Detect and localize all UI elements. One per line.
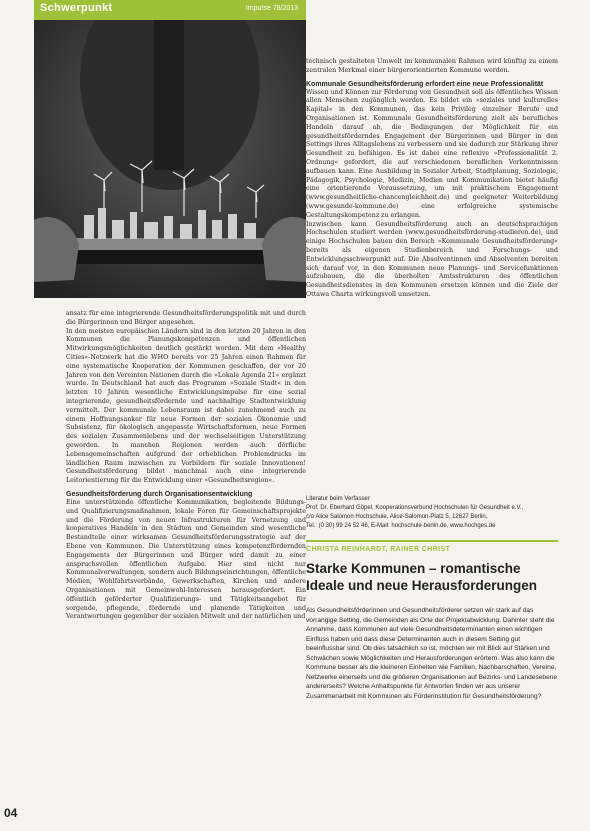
article-title: Starke Kommunen – romantische Ideale und neue Herausforderungen: [306, 561, 538, 593]
left-paragraph-3: Eine unterstützende öffentliche Kommunikation, begleitende Bildungs- und Qualifizierungsmaßnahmen, lokale Foren für Gemeinschaftsprojekte und die Förderung von neuen Infrastrukturen für Vernetzung und kooperatives Handeln in den Städten und Gemeinden sind wesentliche Bestandteile einer wirksamen Gesundheitsförderungsstrategie auf der Ebene von Kommunen. Die Unterstützung eines kompetenzfördernden Engagements der Bürgerinnen und Bürger wird damit zu einer anspruchsvollen öffentlichen Aufgabe. Hier sind nicht nur Kommunalverwaltungen, sondern auch Bildungseinrichtungen, öffentliche Medien, Wohlfahrtsverbände, Gewerkschaften, Kirchen und andere Organisationen mit Gemeinwohl-Interessen herausgefordert. Ein öffentlich geförderter Qualifizierungs- und Tätigkeitsangebot für sorgende, pflegende, fördernde und planende Tätigkeiten und Verantwortungen gegenüber der sozialen Mitwelt und der natürlichen und: [66, 498, 306, 621]
references-line-1: Prof. Dr. Eberhard Göpel, Kooperationsverbund Hochschulen für Gesundheit e.V.,: [306, 505, 524, 511]
references-line-3: Tel.: (0 30) 99 24 52 46, E-Mail: hochschule-berlin.de, www.hochges.de: [306, 523, 496, 529]
right-paragraph-1: technisch gestalteten Umwelt im kommunalen Rahmen wird künftig zu einem zentralen Merkmal einer bürgerorientierten Kommune werden.: [306, 58, 558, 74]
right-paragraph-3: Inzwischen kann Gesundheitsförderung auch an deutschsprachigen Hochschulen studiert werden (www.gesundheitsförderung-studieren.de), und einige Hochschulen bauen den Bereich »Kommunale Gesundheitsförderung« bereits als eigenen Studienbereich und Forschungs- und Entwicklungsschwerpunkt auf. Die Absolventinnen und Absolventen bereiten sich darauf vor, in den Kommunen neue Planungs- und Servicefunktionen aufzubauen, die die überholten Amtsstrukturen des öffentlichen Gesundheitsdienstes in den Kommunen ersetzen können und die Ziele der Ottawa Charta wirkungsvoll umsetzen.: [306, 220, 558, 298]
references-line-2: c/o Alice Salomon Hochschule, Alice-Salomon-Platz 5, 12627 Berlin,: [306, 514, 488, 520]
references-label: Literatur beim Verfasser: [306, 496, 370, 502]
feature-photo: [34, 20, 306, 298]
right-column: [306, 58, 558, 300]
left-paragraph-1: ansatz für eine integrierende Gesundheitsförderungspolitik mit und durch die Bürgerinnen und Bürger angesehen.: [66, 310, 306, 326]
left-column: [66, 310, 306, 622]
article-intro: Als Gesundheitsförderinnen und Gesundheitsförderer setzen wir stark auf das vorrangige Setting, die Gemeinden als Orte der Projektabwicklung. Dahinter steht die Annahme, dass Kommunen auf viele Gesundheitsdeterminanten einen wichtigen Einfluss haben und dass diese Determinanten auch in diesem Setting gut beeinflussbar sind. Ob dies tatsächlich so ist, möchten wir mit Blick auf Stärken und Schwächen sowie Möglichkeiten und Herausforderungen erörtern. Was also kann die Kommune besser als die kleineren Einheiten wie Familien, Nachbarschaften, Vereine, Netzwerke einerseits und die größeren Organisationen auf Bezirks- und Landesebene andererseits? Welche Anhaltspunkte für Antworten finden wir aus unserer Zusammenarbeit mit Kommunen als Förderinstitution für Gesundheitsförderung?: [306, 607, 558, 700]
hands-tablet-illustration: [34, 20, 306, 298]
issue-label: Impu!se 78/2013: [245, 5, 298, 12]
left-heading: Gesundheitsförderung durch Organisationsentwicklung: [66, 490, 253, 498]
article-authors: CHRISTA REINHARDT, RAINER CHRIST: [306, 546, 451, 553]
section-label: Schwerpunkt: [40, 2, 113, 14]
section-header: [34, 0, 306, 20]
page-number: 04: [4, 806, 18, 820]
left-paragraph-2: In den meisten europäischen Ländern sind in den letzten 20 Jahren in den Kommunen die Planungskompetenzen und öffentlichen Mitwirkungsmöglichkeiten deutlich gestärkt worden. Mit dem »Healthy Cities«-Netzwerk hat die WHO bereits vor 25 Jahren einen Rahmen für eine systematische Kooperation der Kommunen geschaffen, der vor 20 Jahren von den Vereinten Nationen durch die »Lokale Agenda 21« ergänzt wurde. In Deutschland hat auch das Programm »Soziale Stadt« in den letzten 10 Jahren wesentliche Entwicklungsimpulse für eine sozial integrierende, gesundheitsfördernde und nachhaltige Stadtentwicklung vermittelt. Der kommunale Lebensraum ist dabei zunehmend auch zu einem Hoffnungsanker für neue Formen der sozialen Ökonomie und Subsistenz, für ökologisch angepasste Wirtschaftsformen, neue Formen des sozialen Zusammenlebens und der wechselseitigen Unterstützung geworden. In manchen Regionen werden auch dörfliche Lebensgemeinschaften aufgrund der erheblichen Problemdrucks im ländlichen Raum inzwischen zu Vorbildern für soziale Innovationen! Gesundheitsförderung bildet manchmal auch eine integrierende Leitorientierung für die Entwicklung einer »Gesundheitsregion«.: [66, 327, 306, 485]
references-block: [306, 495, 558, 531]
right-paragraph-2: Wissen und Können zur Förderung von Gesundheit soll als öffentliches Wissen allen Menschen zugänglich werden. Es bildet ein »soziales und kulturelles Kapital« in den Kommunen, das kein Privileg einzelner Berufe und Organisationen ist. Kommunale Gesundheitsförderung zielt als berufliches Handeln darauf ab, die Bedingungen der Möglichkeit für ein gesundheitsförderndes Engagement der Bürgerinnen und Bürger in den Settings ihres Alltagslebens zu verbessern und sie dadurch zur Stärkung ihrer Gesundheit zu befähigen. Es ist dabei eine reflexive »Professionalität 2. Ordnung« gefordert, die auf verschiedenen beruflichen Vorkenntnissen aufbauen kann. Eine Ausbildung in Sozialer Arbeit, Stadtplanung, Soziologie, Pädagogik, Psychologie, Medizin, Medien und Kommunikation bietet häufig eine orientierende Voraussetzung, um mit praktischem Engagement (www.gesundheitliche-chancengleichheit.de) und geeigneter Weiterbildung (www.gesunde-kommune.de) eine erfolgreiche systemische Gestaltungskompetenz zu erlangen.: [306, 88, 558, 219]
right-heading: Kommunale Gesundheitsförderung erfordert eine neue Professionalität: [306, 80, 544, 88]
article-divider: [306, 540, 558, 542]
